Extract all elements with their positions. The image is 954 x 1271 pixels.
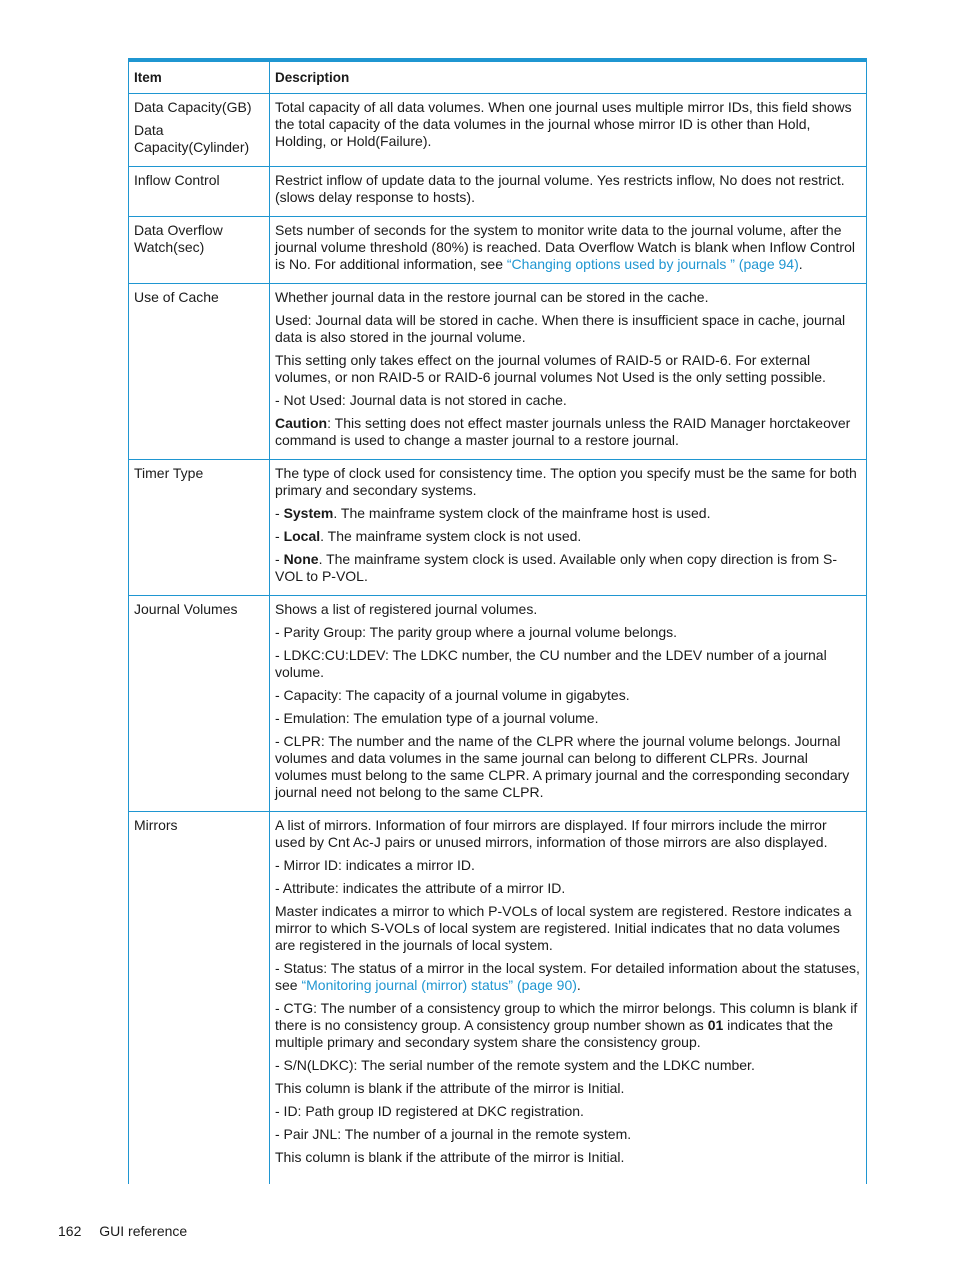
- description-paragraph: [275, 392, 860, 409]
- table-row: [129, 217, 867, 284]
- emphasis-text: Caution: [275, 415, 328, 431]
- description-column-header: Description: [270, 62, 867, 94]
- description-paragraph: [275, 903, 860, 954]
- description-paragraph: [275, 1080, 860, 1097]
- description-paragraph: [275, 312, 860, 346]
- description-cell: [270, 217, 867, 284]
- table-row: [129, 596, 867, 812]
- description-paragraph: [275, 687, 860, 704]
- description-text: - Capacity: The capacity of a journal volume in gigabytes.: [275, 687, 630, 703]
- description-text: .: [576, 977, 581, 993]
- footer-section-title: GUI reference: [99, 1223, 188, 1239]
- description-text: Used: Journal data will be stored in cache. When there is insufficient space in cache, journal data is also stored in the journal volume.: [275, 312, 846, 345]
- description-text: - ID: Path group ID registered at DKC registration.: [275, 1103, 584, 1119]
- cross-reference-link[interactable]: “Monitoring journal (mirror) status” (page 90): [301, 977, 577, 993]
- description-paragraph: [275, 1057, 860, 1074]
- item-cell: [129, 94, 270, 167]
- description-paragraph: [275, 289, 860, 306]
- description-text: - CLPR: The number and the name of the CLPR where the journal volume belongs. Journal volumes and data volumes in the same journal can belong to different CLPRs. Journal volumes must belong to the same CLPR. A primary journal and the corresponding secondary journal need not belong to the same CLPR.: [275, 733, 850, 800]
- description-text: The type of clock used for consistency time. The option you specify must be the same for both primary and secondary systems.: [275, 465, 857, 498]
- item-cell: [129, 217, 270, 284]
- description-paragraph: [275, 99, 860, 150]
- item-cell: [129, 284, 270, 460]
- item-label: Journal Volumes: [134, 601, 238, 617]
- description-text: - Attribute: indicates the attribute of a mirror ID.: [275, 880, 566, 896]
- description-text: Whether journal data in the restore journal can be stored in the cache.: [275, 289, 709, 305]
- description-paragraph: [275, 960, 860, 994]
- description-cell: [270, 596, 867, 812]
- item-label: Timer Type: [134, 465, 204, 481]
- description-paragraph: [275, 1126, 860, 1143]
- item-label: Use of Cache: [134, 289, 219, 305]
- description-text: - Emulation: The emulation type of a journal volume.: [275, 710, 599, 726]
- description-text: This column is blank if the attribute of the mirror is Initial.: [275, 1080, 625, 1096]
- item-cell: [129, 596, 270, 812]
- description-text: .: [798, 256, 803, 272]
- emphasis-text: 01: [707, 1017, 724, 1033]
- description-paragraph: [275, 647, 860, 681]
- description-paragraph: [275, 551, 860, 585]
- description-text: : This setting does not effect master journals unless the RAID Manager horctakeover command is used to change a master journal to a restore journal.: [275, 415, 851, 448]
- description-paragraph: [275, 505, 860, 522]
- description-paragraph: [275, 624, 860, 641]
- item-label: Mirrors: [134, 817, 178, 833]
- description-cell: [270, 167, 867, 217]
- description-text: - Parity Group: The parity group where a journal volume belongs.: [275, 624, 678, 640]
- description-text: . The mainframe system clock is used. Available only when copy direction is from S-VOL to P-VOL.: [275, 551, 838, 584]
- description-text: indicates that the multiple primary and secondary system share the consistency group.: [275, 1017, 834, 1050]
- description-text: Master indicates a mirror to which P-VOLs of local system are registered. Restore indicates a mirror to which S-VOLs of local system are registered. Initial indicates that no data volumes are registered in the journals of local system.: [275, 903, 852, 953]
- description-text: - S/N(LDKC): The serial number of the remote system and the LDKC number.: [275, 1057, 755, 1073]
- description-paragraph: [275, 857, 860, 874]
- item-label: Inflow Control: [134, 172, 220, 188]
- description-text: -: [275, 551, 284, 567]
- description-text: Shows a list of registered journal volumes.: [275, 601, 538, 617]
- description-text: - Status: The status of a mirror in the local system. For detailed information about the statuses, see: [275, 960, 860, 993]
- emphasis-text: System: [283, 505, 334, 521]
- description-text: - Not Used: Journal data is not stored in cache.: [275, 392, 567, 408]
- description-cell: [270, 284, 867, 460]
- item-column-header: Item: [129, 62, 270, 94]
- description-text: This column is blank if the attribute of the mirror is Initial.: [275, 1149, 625, 1165]
- description-text: This setting only takes effect on the journal volumes of RAID-5 or RAID-6. For external volumes, or non RAID-5 or RAID-6 journal volumes Not Used is the only setting possible.: [275, 352, 826, 385]
- table-row: [129, 284, 867, 460]
- description-paragraph: [275, 415, 860, 449]
- table-row: [129, 460, 867, 596]
- item-cell: [129, 167, 270, 217]
- description-paragraph: [275, 1149, 860, 1166]
- description-text: - Mirror ID: indicates a mirror ID.: [275, 857, 475, 873]
- description-text: Restrict inflow of update data to the journal volume. Yes restricts inflow, No does not restrict. (slows delay response to hosts).: [275, 172, 845, 205]
- description-paragraph: [275, 733, 860, 801]
- table-header-row: [129, 62, 867, 94]
- item-label: Data Capacity(GB): [134, 99, 252, 115]
- description-paragraph: [275, 528, 860, 545]
- page-number: 162: [58, 1223, 82, 1239]
- item-description-table: [128, 61, 867, 1184]
- emphasis-text: Local: [283, 528, 321, 544]
- item-label: Data Overflow Watch(sec): [134, 222, 223, 255]
- description-text: Total capacity of all data volumes. When one journal uses multiple mirror IDs, this field shows the total capacity of the data volumes in the journal whose mirror ID is other than Hold, Holding, or Hold(Failure).: [275, 99, 852, 149]
- description-cell: [270, 812, 867, 1185]
- description-cell: [270, 94, 867, 167]
- description-paragraph: [275, 1000, 860, 1051]
- description-text: -: [275, 505, 284, 521]
- table-row: [129, 167, 867, 217]
- description-text: -: [275, 528, 284, 544]
- description-text: . The mainframe system clock is not used.: [320, 528, 582, 544]
- description-paragraph: [275, 172, 860, 206]
- description-paragraph: [275, 710, 860, 727]
- description-text: . The mainframe system clock of the mainframe host is used.: [333, 505, 711, 521]
- description-paragraph: [275, 222, 860, 273]
- emphasis-text: None: [283, 551, 319, 567]
- description-text: Sets number of seconds for the system to monitor write data to the journal volume, after the journal volume threshold (80%) is reached. Data Overflow Watch is blank when Inflow Control is No. For additional information, see: [275, 222, 855, 272]
- page-footer: [58, 1223, 201, 1239]
- description-paragraph: [275, 1103, 860, 1120]
- description-paragraph: [275, 465, 860, 499]
- description-paragraph: [275, 880, 860, 897]
- table-row: [129, 812, 867, 1185]
- description-paragraph: [275, 352, 860, 386]
- item-label: Data Capacity(Cylinder): [134, 122, 250, 155]
- description-text: - LDKC:CU:LDEV: The LDKC number, the CU number and the LDEV number of a journal volume.: [275, 647, 827, 680]
- description-text: - CTG: The number of a consistency group to which the mirror belongs. This column is blank if there is no consistency group. A consistency group number shown as: [275, 1000, 858, 1033]
- item-cell: [129, 460, 270, 596]
- item-cell: [129, 812, 270, 1185]
- gui-reference-table: [128, 58, 867, 1184]
- description-paragraph: [275, 817, 860, 851]
- description-cell: [270, 460, 867, 596]
- table-row: [129, 94, 867, 167]
- description-text: - Pair JNL: The number of a journal in the remote system.: [275, 1126, 632, 1142]
- cross-reference-link[interactable]: “Changing options used by journals ” (page 94): [506, 256, 799, 272]
- description-text: A list of mirrors. Information of four mirrors are displayed. If four mirrors include the mirror used by Cnt Ac-J pairs or unused mirrors, information of those mirrors are also displayed.: [275, 817, 828, 850]
- description-paragraph: [275, 601, 860, 618]
